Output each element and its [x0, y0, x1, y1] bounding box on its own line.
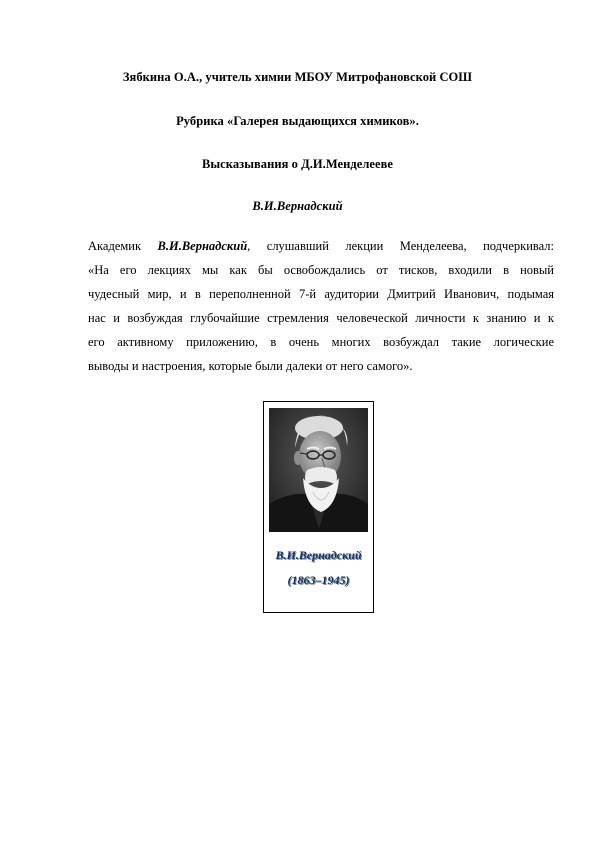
quote-line-1	[88, 234, 554, 258]
portrait-caption-name: В.И.Вернадский	[275, 548, 362, 562]
quote-line-5: его активному приложению, в очень многих возбуждал такие логические	[88, 335, 554, 349]
quote-line-1-rest: , слушавший лекции Менделеева, подчеркивал:	[247, 239, 554, 253]
topic-title: Высказывания о Д.И.Менделееве	[201, 157, 394, 171]
quote-author-name: В.И.Вернадский	[157, 239, 248, 253]
quote-paragraph	[88, 234, 554, 378]
portrait-caption-years: (1863–1945)	[287, 573, 350, 587]
author-line: Зябкина О.А., учитель химии МБОУ Митрофановской СОШ	[122, 70, 473, 84]
portrait-photo	[269, 408, 368, 532]
quote-line-4: нас и возбуждая глубочайшие стремления человеческой личности к знанию и к	[88, 311, 554, 325]
quote-lead: Академик	[88, 239, 158, 253]
portrait-frame	[263, 401, 374, 613]
speaker-heading: В.И.Вернадский	[252, 199, 343, 213]
portrait-image	[269, 408, 368, 532]
quote-line-2: «На его лекциях мы как бы освобождались от тисков, входили в новый	[88, 263, 554, 277]
rubric-title: Рубрика «Галерея выдающихся химиков».	[176, 114, 419, 128]
quote-line-6: выводы и настроения, которые были далеки от него самого».	[88, 359, 413, 373]
quote-line-3: чудесный мир, и в переполненной 7-й аудитории Дмитрий Иванович, подымая	[88, 287, 554, 301]
